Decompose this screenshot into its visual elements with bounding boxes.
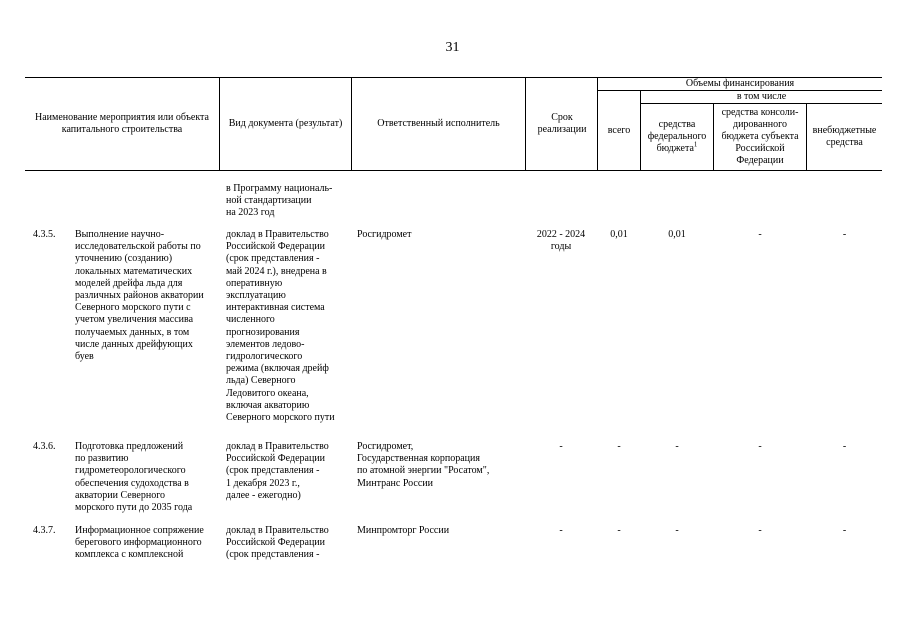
row-document: доклад в Правительство Российской Федерации (срок представления -	[226, 525, 329, 561]
header-executor: Ответственный исполнитель	[377, 118, 500, 129]
row-term: -	[559, 525, 563, 536]
row-executor: Росгидромет, Государственная корпорация по атомной энергии "Росатом", Минтранс России	[357, 441, 490, 489]
header-including: в том числе	[736, 91, 787, 102]
row-regional: -	[758, 525, 762, 536]
header-document: Вид документа (результат)	[228, 118, 343, 129]
row-executor: Росгидромет	[357, 229, 412, 240]
row-federal: 0,01	[668, 229, 686, 240]
row-name: Подготовка предложений по развитию гидрометеорологического обеспечения судоходства в акватории Северного морского пути до 2035 года	[75, 441, 193, 514]
row-number: 4.3.5.	[33, 229, 56, 240]
page-number: 31	[445, 40, 460, 55]
header-name: Наименование мероприятия или объекта капитального строительства	[35, 112, 209, 135]
header-extra: внебюджетные средства	[812, 125, 877, 148]
row-document: доклад в Правительство Российской Федерации (срок представления - май 2024 г.), внедрена в оперативную эксплуатацию интерактивная система численного прогнозирования элементов ледово- гидрологического режима (включая дрейф льда) Северного Ледовитого океана, включая акваторию Северного морского пути	[226, 229, 335, 424]
continuation-document: в Программу националь- ной стандартизации на 2023 год	[226, 183, 333, 219]
header-federal	[641, 104, 713, 170]
row-number: 4.3.7.	[33, 525, 56, 536]
header-federal-label: средства федерального бюджета	[647, 119, 707, 154]
row-extra: -	[842, 441, 847, 452]
row-federal: -	[675, 525, 679, 536]
row-number: 4.3.6.	[33, 441, 56, 452]
header-term: Срок реализации	[537, 112, 587, 135]
row-total: -	[617, 525, 621, 536]
footnote-marker: 1	[693, 140, 698, 149]
row-total: -	[617, 441, 621, 452]
row-regional: -	[758, 441, 762, 452]
row-term: -	[559, 441, 563, 452]
row-extra: -	[842, 525, 847, 536]
row-term: 2022 - 2024 годы	[536, 229, 586, 253]
row-federal: -	[675, 441, 679, 452]
header-regional: средства консоли-дированного бюджета субъекта Российской Федерации	[721, 107, 799, 166]
header-total: всего	[607, 124, 631, 136]
row-executor: Минпромторг России	[357, 525, 450, 536]
header-bottom-rule	[25, 170, 882, 171]
row-extra: -	[842, 229, 847, 240]
row-regional: -	[758, 229, 762, 240]
col-divider	[525, 77, 526, 171]
row-name: Информационное сопряжение берегового информационного комплекса с комплексной	[75, 525, 204, 561]
row-document: доклад в Правительство Российской Федерации (срок представления - 1 декабря 2023 г., далее - ежегодно)	[226, 441, 329, 501]
row-total: 0,01	[610, 229, 628, 240]
header-funding: Объемы финансирования	[685, 78, 795, 89]
row-name: Выполнение научно- исследовательской работы по уточнению (созданию) локальных математических моделей дрейфа льда для различных районов акватории Северного морского пути с учетом увеличения массива получаемых данных, в том числе данных дрейфующих буев	[75, 229, 204, 363]
